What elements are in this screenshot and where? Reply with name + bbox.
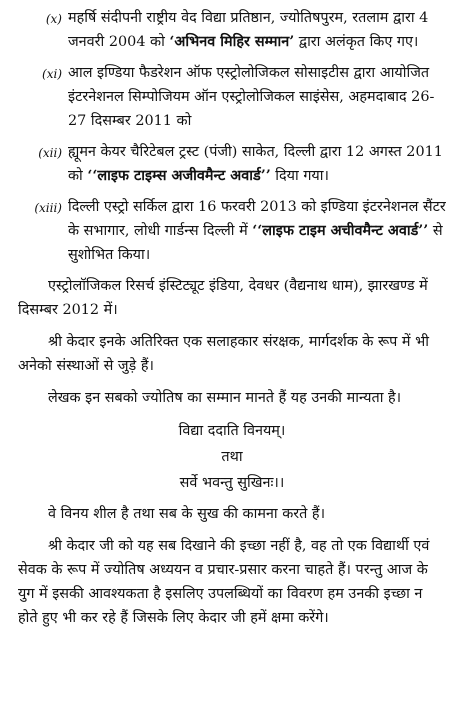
item-text-part: आल इण्डिया फैडरेशन ऑफ एस्ट्रोलोजिकल सोसाइटीस द्वारा आयोजित इंटरनेशनल सिम्पोजियम ऑन एस्ट्रोलोजिकल साइंसेस, अहमदाबाद 26-27 दिसम्बर 2011 को	[68, 65, 435, 129]
item-text-part: से सुशोभित किया।	[68, 223, 443, 263]
item-text-part: दिल्ली एस्ट्रो सर्किल द्वारा 16 फरवरी 2013 को इण्डिया इंटरनेशनल सैंटर के सभागार, लोधी गार्डन्स दिल्ली में	[68, 199, 446, 239]
sanskrit-verse	[18, 418, 446, 496]
list-item	[18, 195, 446, 267]
item-text	[68, 195, 446, 267]
item-text-part: द्वारा अलंकृत किए गए।	[294, 34, 419, 50]
verse-line: सर्वे भवन्तु सुखिनः।।	[179, 475, 285, 491]
item-text	[68, 61, 446, 133]
paragraph: लेखक इन सबको ज्योतिष का सम्मान मानते हैं यह उनकी मान्यता है।	[48, 390, 402, 406]
list-item	[18, 61, 446, 133]
item-text	[68, 6, 446, 54]
verse-line: विद्या ददाति विनयम्।	[178, 423, 286, 439]
award-name: ‘‘लाइफ टाइम्स अजीवमैन्ट अवार्ड’’	[87, 167, 271, 184]
list-item	[18, 6, 446, 54]
item-text-part: दिया गया।	[270, 168, 329, 184]
item-text-part: ह्यूमन केयर चैरिटेबल ट्रस्ट (पंजी) साकेत, दिल्ली द्वारा 12 अगस्त 2011 को	[68, 144, 443, 184]
item-number: (xiii)	[34, 201, 62, 215]
item-text-part: महर्षि संदीपनी राष्ट्रीय वेद विद्या प्रतिष्ठान, ज्योतिषपुरम, रतलाम द्वारा 4 जनवरी 2004 को	[68, 10, 429, 50]
item-number: (x)	[45, 12, 62, 26]
paragraph: वे विनय शील है तथा सब के सुख की कामना करते हैं।	[48, 506, 326, 522]
paragraph: श्री केदार इनके अतिरिक्त एक सलाहकार संरक्षक, मार्गदर्शक के रूप में भी अनेको संस्थाओं से जुड़े हैं।	[18, 334, 429, 374]
paragraph: एस्ट्रोलॉजिकल रिसर्च इंस्टिट्यूट इंडिया, देवधर (वैद्यनाथ धाम), झारखण्ड में दिसम्बर 2012 में।	[18, 278, 428, 318]
item-text	[68, 140, 446, 188]
list-item	[18, 140, 446, 188]
verse-line: तथा	[221, 449, 243, 465]
paragraph: श्री केदार जी को यह सब दिखाने की इच्छा नहीं है, वह तो एक विद्यार्थी एवं सेवक के रूप में ज्योतिष अध्ययन व प्रचार-प्रसार करना चाहते हैं। परन्तु आज के युग में इसकी आवश्यकता है इसलिए उपलब्धियों का विवरण हम उनकी इच्छा न होते हुए भी कर रहे हैं जिसके लिए केदार जी हमें क्षमा करेंगे।	[18, 538, 430, 626]
award-name: ‘‘लाइफ टाइम अचीवमैन्ट अवार्ड’’	[252, 222, 429, 239]
item-number: (xi)	[42, 67, 62, 81]
award-name: ‘अभिनव मिहिर सम्मान’	[169, 33, 295, 50]
item-number: (xii)	[38, 146, 62, 160]
